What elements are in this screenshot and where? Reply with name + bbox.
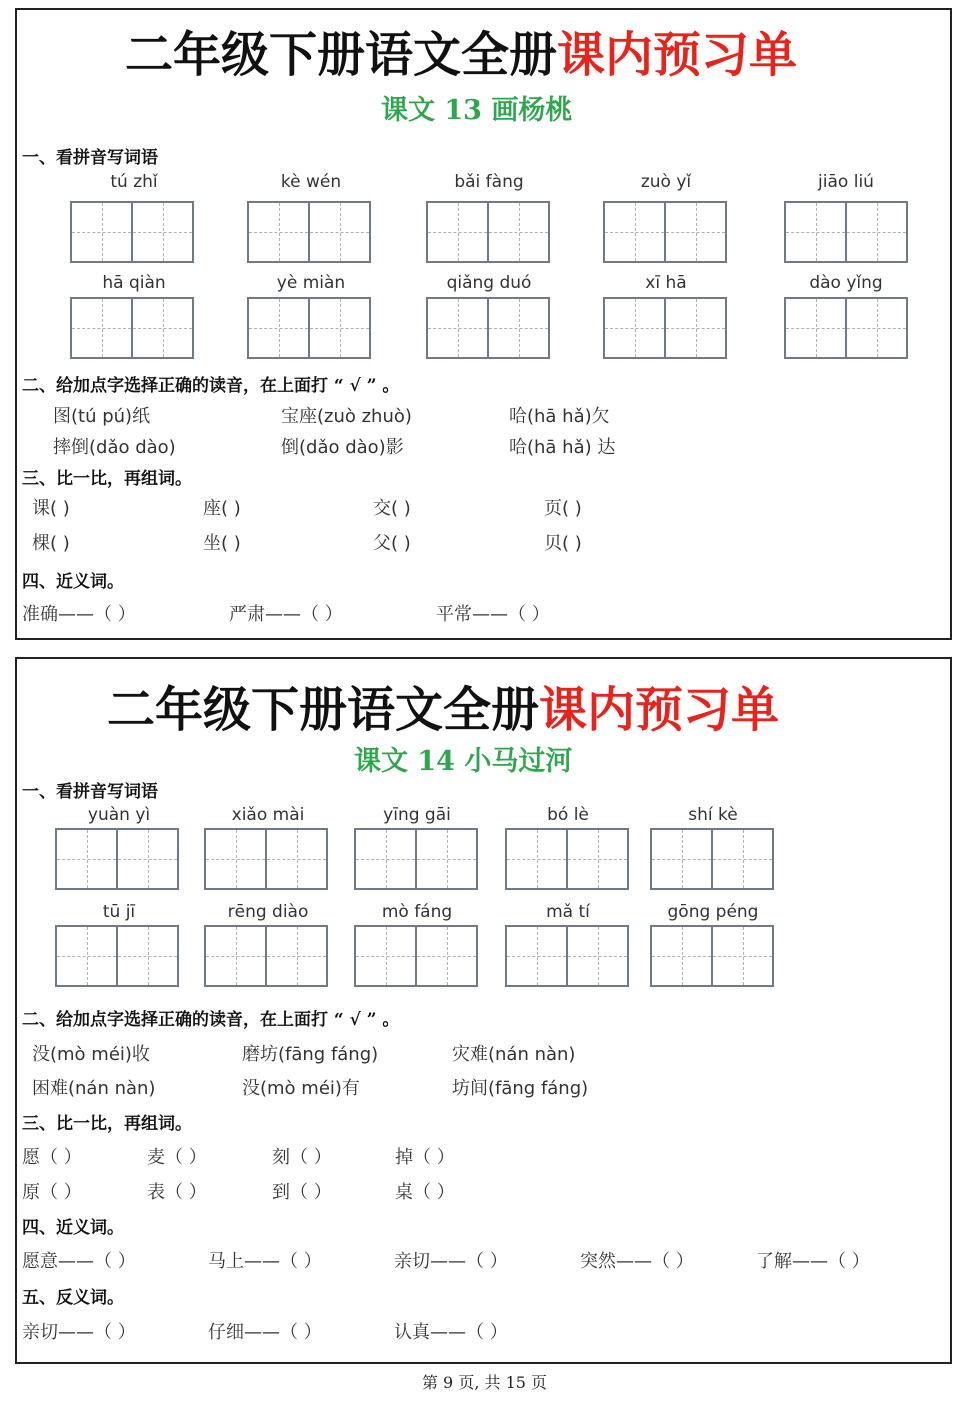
lesson-title: 课文 14 小马过河 <box>354 746 573 777</box>
pinyin-label: kè wén <box>280 172 342 192</box>
pinyin-label: bó lè <box>547 805 589 825</box>
compare-item[interactable]: 掉（ ） <box>395 1147 455 1168</box>
section-heading-compare: 三、比一比，再组词。 <box>22 1114 192 1134</box>
title-main: 二年级下册语文全册 <box>107 682 540 738</box>
title-highlight: 课内预习单 <box>557 27 798 83</box>
compare-item[interactable]: 贝( ) <box>544 533 582 554</box>
section-heading-synonyms: 四、近义词。 <box>22 572 124 592</box>
pronunciation-item[interactable]: 没(mò méi)收 <box>32 1044 150 1065</box>
compare-item[interactable]: 棵( ) <box>32 533 70 554</box>
writing-grid[interactable] <box>603 297 727 359</box>
page-footer: 第 9 页, 共 15 页 <box>421 1373 548 1392</box>
pinyin-label: gōng péng <box>667 902 759 922</box>
page-title <box>125 16 797 85</box>
pinyin-label: jiāo liú <box>818 172 874 192</box>
page-title <box>107 671 779 740</box>
pinyin-label: shí kè <box>688 805 738 825</box>
pinyin-label: xī hā <box>645 273 687 293</box>
lesson-title: 课文 13 画杨桃 <box>381 95 573 126</box>
section-heading-compare: 三、比一比，再组词。 <box>22 469 192 489</box>
title-highlight: 课内预习单 <box>539 682 780 738</box>
writing-grid[interactable] <box>426 297 550 359</box>
section-heading-pinyin: 一、看拼音写词语 <box>22 782 158 802</box>
compare-item[interactable]: 父( ) <box>373 533 411 554</box>
pinyin-label: mǎ tí <box>546 902 590 922</box>
synonym-item[interactable]: 愿意——（ ） <box>22 1251 136 1272</box>
compare-item[interactable]: 刻（ ） <box>272 1147 332 1168</box>
pronunciation-item[interactable]: 灾难(nán nàn) <box>452 1044 576 1065</box>
pinyin-label: hā qiàn <box>102 273 166 293</box>
section-heading-pronunciation: 二、给加点字选择正确的读音，在上面打 “ √ ” 。 <box>22 376 400 396</box>
writing-grid[interactable] <box>505 828 629 890</box>
writing-grid[interactable] <box>247 297 371 359</box>
writing-grid[interactable] <box>505 925 629 987</box>
writing-grid[interactable] <box>247 201 371 263</box>
section-heading-pronunciation: 二、给加点字选择正确的读音，在上面打 “ √ ” 。 <box>22 1010 400 1030</box>
synonym-item[interactable]: 马上——（ ） <box>208 1251 322 1272</box>
antonym-item[interactable]: 仔细——（ ） <box>208 1322 322 1343</box>
worksheet-lesson-14 <box>15 657 952 1364</box>
writing-grid[interactable] <box>650 925 774 987</box>
pronunciation-item[interactable]: 困难(nán nàn) <box>32 1078 156 1099</box>
compare-item[interactable]: 表（ ） <box>147 1182 207 1203</box>
writing-grid[interactable] <box>426 201 550 263</box>
title-main: 二年级下册语文全册 <box>125 27 558 83</box>
pinyin-label: tū jī <box>102 902 136 922</box>
compare-item[interactable]: 桌（ ） <box>395 1182 455 1203</box>
pronunciation-item[interactable]: 倒(dǎo dào)影 <box>281 437 404 458</box>
compare-item[interactable]: 到（ ） <box>272 1182 332 1203</box>
pronunciation-item[interactable]: 磨坊(fāng fáng) <box>242 1044 379 1065</box>
antonym-item[interactable]: 认真——（ ） <box>394 1322 508 1343</box>
pinyin-label: xiǎo mài <box>231 805 305 825</box>
pronunciation-item[interactable]: 坊间(fāng fáng) <box>452 1078 589 1099</box>
writing-grid[interactable] <box>784 297 908 359</box>
pronunciation-item[interactable]: 图(tú pú)纸 <box>53 406 151 427</box>
section-heading-antonyms: 五、反义词。 <box>22 1288 124 1308</box>
writing-grid[interactable] <box>354 828 478 890</box>
compare-item[interactable]: 座( ) <box>203 498 241 519</box>
synonym-item[interactable]: 平常——（ ） <box>436 604 550 625</box>
synonym-item[interactable]: 严肃——（ ） <box>229 604 343 625</box>
pinyin-label: mò fáng <box>381 902 453 922</box>
writing-grid[interactable] <box>204 925 328 987</box>
writing-grid[interactable] <box>55 828 179 890</box>
pinyin-label: yè miàn <box>276 273 346 293</box>
compare-item[interactable]: 麦（ ） <box>147 1147 207 1168</box>
synonym-item[interactable]: 突然——（ ） <box>580 1251 694 1272</box>
pinyin-label: bǎi fàng <box>454 172 524 192</box>
antonym-item[interactable]: 亲切——（ ） <box>22 1322 136 1343</box>
writing-grid[interactable] <box>55 925 179 987</box>
synonym-item[interactable]: 了解——（ ） <box>756 1251 870 1272</box>
compare-item[interactable]: 交( ) <box>373 498 411 519</box>
pinyin-label: qiǎng duó <box>446 273 532 293</box>
compare-item[interactable]: 页( ) <box>544 498 582 519</box>
pronunciation-item[interactable]: 没(mò méi)有 <box>242 1078 360 1099</box>
section-heading-pinyin: 一、看拼音写词语 <box>22 148 158 168</box>
synonym-item[interactable]: 亲切——（ ） <box>394 1251 508 1272</box>
section-heading-synonyms: 四、近义词。 <box>22 1218 124 1238</box>
pinyin-label: yīng gāi <box>383 805 451 825</box>
compare-item[interactable]: 原（ ） <box>22 1182 82 1203</box>
pronunciation-item[interactable]: 摔倒(dǎo dào) <box>53 437 176 458</box>
pinyin-label: rēng diào <box>227 902 309 922</box>
pronunciation-item[interactable]: 哈(hā hǎ) 达 <box>509 437 616 458</box>
compare-item[interactable]: 坐( ) <box>203 533 241 554</box>
pinyin-label: yuàn yì <box>87 805 151 825</box>
writing-grid[interactable] <box>70 297 194 359</box>
synonym-item[interactable]: 准确——（ ） <box>22 604 136 625</box>
writing-grid[interactable] <box>650 828 774 890</box>
compare-item[interactable]: 愿（ ） <box>22 1147 82 1168</box>
pronunciation-item[interactable]: 宝座(zuò zhuò) <box>281 406 412 427</box>
compare-item[interactable]: 课( ) <box>32 498 70 519</box>
pinyin-label: zuò yǐ <box>640 172 692 192</box>
pronunciation-item[interactable]: 哈(hā hǎ)欠 <box>509 406 610 427</box>
writing-grid[interactable] <box>204 828 328 890</box>
writing-grid[interactable] <box>784 201 908 263</box>
worksheet-lesson-13 <box>15 8 952 640</box>
writing-grid[interactable] <box>354 925 478 987</box>
writing-grid[interactable] <box>603 201 727 263</box>
writing-grid[interactable] <box>70 201 194 263</box>
pinyin-label: dào yǐng <box>809 273 883 293</box>
pinyin-label: tú zhǐ <box>110 172 158 192</box>
